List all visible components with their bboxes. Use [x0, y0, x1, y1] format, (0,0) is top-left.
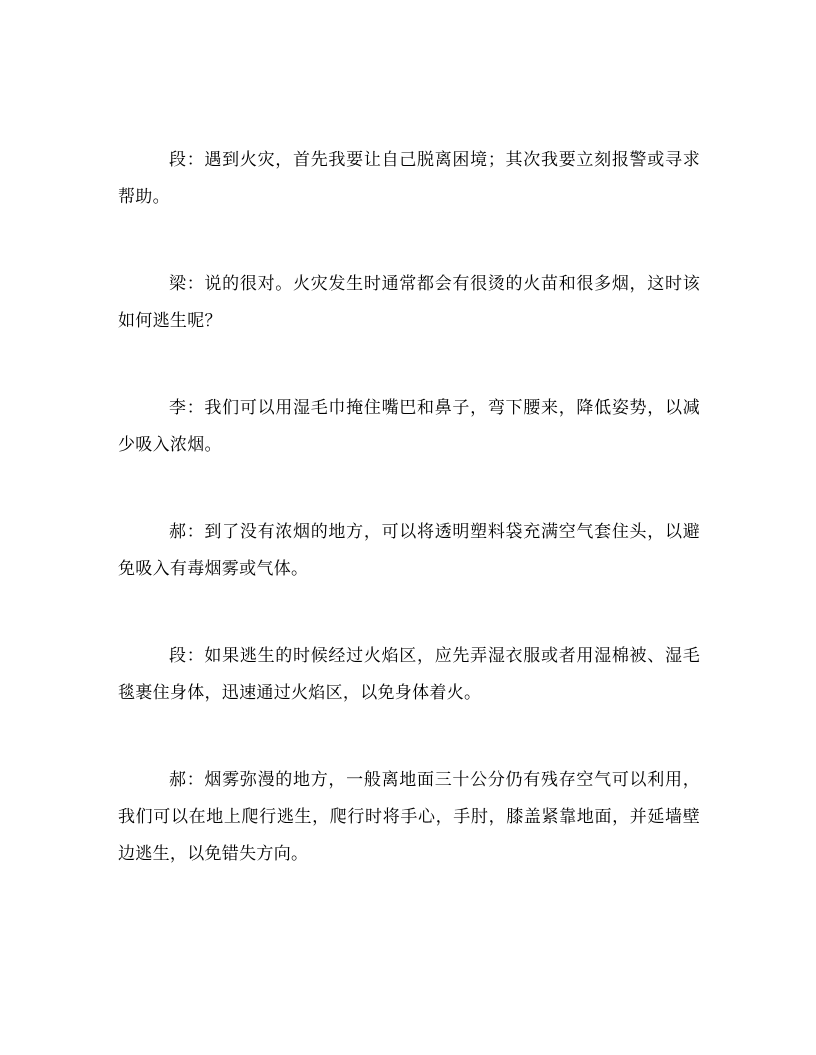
paragraph-4: 郝：到了没有浓烟的地方，可以将透明塑料袋充满空气套住头，以避免吸入有毒烟雾或气体。	[118, 522, 700, 579]
paragraph-6: 郝：烟雾弥漫的地方，一般离地面三十公分仍有残存空气可以利用，我们可以在地上爬行逃生，爬行时将手心，手肘，膝盖紧靠地面，并延墙壁边逃生，以免错失方向。	[118, 770, 700, 864]
paragraph-1: 段：遇到火灾，首先我要让自己脱离困境；其次我要立刻报警或寻求帮助。	[118, 150, 700, 207]
paragraph-3: 李：我们可以用湿毛巾掩住嘴巴和鼻子，弯下腰来，降低姿势，以减少吸入浓烟。	[118, 398, 700, 455]
paragraph-5: 段：如果逃生的时候经过火焰区，应先弄湿衣服或者用湿棉被、湿毛毯裹住身体，迅速通过火焰区，以免身体着火。	[118, 646, 700, 703]
paragraph-2: 梁：说的很对。火灾发生时通常都会有很烫的火苗和很多烟，这时该如何逃生呢？	[118, 274, 700, 331]
document-body	[118, 142, 700, 923]
